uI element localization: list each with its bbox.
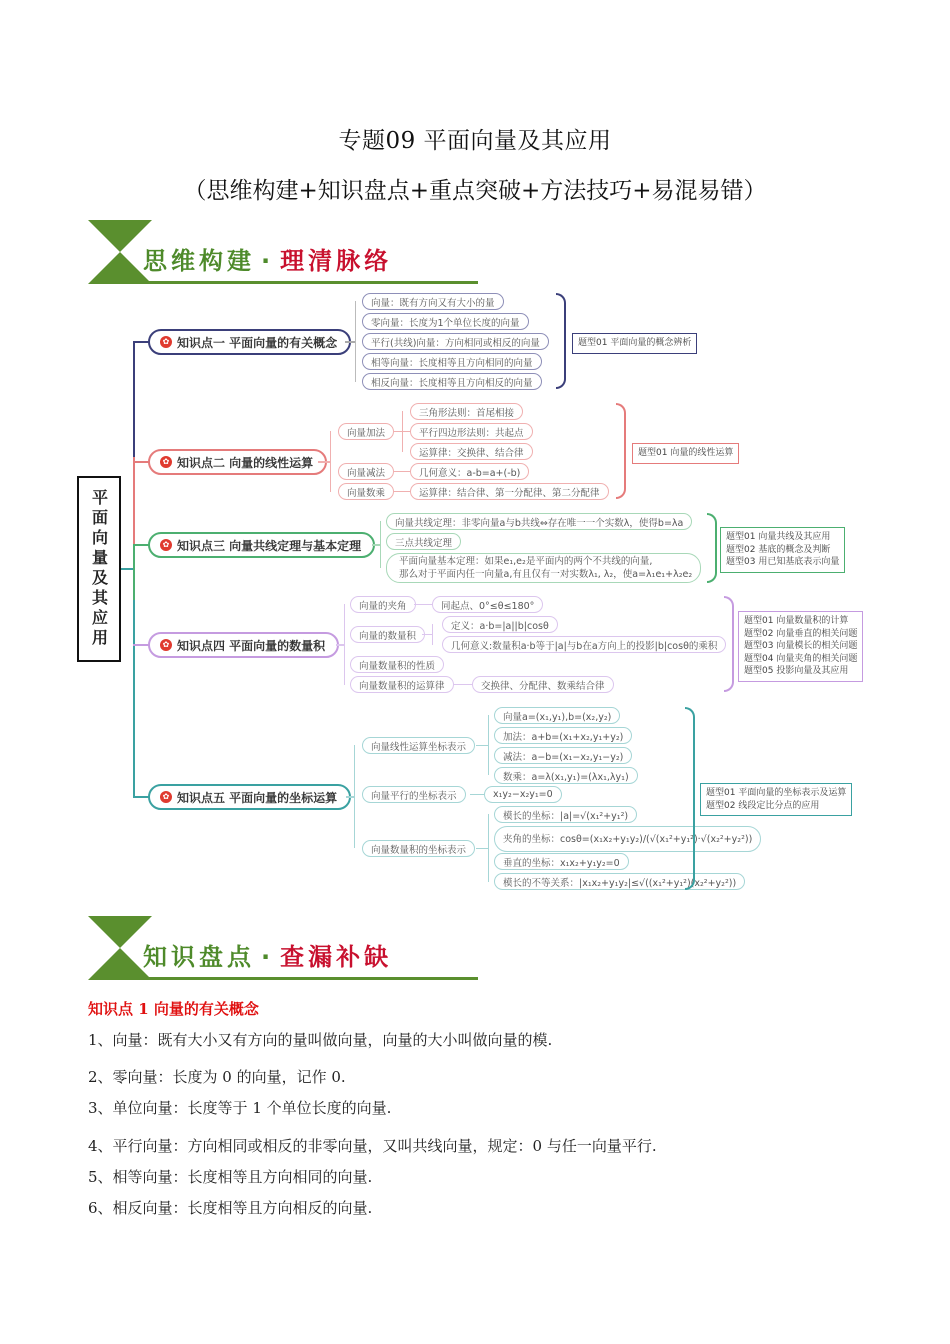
kp5-item[interactable]: 减法：a−b=(x₁−x₂,y₁−y₂) bbox=[494, 747, 632, 764]
connector bbox=[133, 341, 149, 343]
kp2-group[interactable]: 向量减法 bbox=[338, 463, 394, 480]
knowledge-point-2-node[interactable]: ✿ 知识点二 向量的线性运算 bbox=[148, 449, 327, 475]
kp5-item[interactable]: 模长的不等关系：|x₁x₂+y₁y₂|≤√((x₁²+y₁²)(x₂²+y₂²)) bbox=[494, 873, 745, 890]
connector bbox=[414, 604, 432, 605]
kp2-item[interactable]: 三角形法则：首尾相接 bbox=[410, 403, 523, 420]
knowledge-point-1-node[interactable]: ✿ 知识点一 平面向量的有关概念 bbox=[148, 329, 351, 355]
paragraph: 4、平行向量：方向相同或相反的非零向量，又叫共线向量，规定：0 与任一向量平行. bbox=[88, 1137, 657, 1155]
knowledge-point-heading: 知识点 1 向量的有关概念 bbox=[88, 1000, 259, 1018]
kp1-item[interactable]: 相等向量：长度相等且方向相同的向量 bbox=[362, 353, 542, 370]
kp5-group[interactable]: 向量线性运算坐标表示 bbox=[362, 737, 475, 754]
connector bbox=[394, 471, 410, 472]
connector bbox=[432, 624, 433, 645]
banner-underline bbox=[130, 977, 478, 980]
paragraph: 6、相反向量：长度相等且方向相反的向量. bbox=[88, 1199, 373, 1217]
connector bbox=[344, 604, 345, 685]
connector bbox=[355, 301, 356, 382]
paragraph: 3、单位向量：长度等于 1 个单位长度的向量. bbox=[88, 1099, 392, 1117]
banner-underline bbox=[130, 281, 478, 284]
kp4-item[interactable]: 同起点、0°≤θ≤180° bbox=[432, 596, 543, 613]
kp2-group[interactable]: 向量数乘 bbox=[338, 483, 394, 500]
kp5-item[interactable]: 数乘：a=λ(x₁,y₁)=(λx₁,λy₁) bbox=[494, 767, 638, 784]
star-icon: ✿ bbox=[160, 456, 172, 468]
brace bbox=[707, 513, 717, 583]
kp2-group[interactable]: 向量加法 bbox=[338, 423, 394, 440]
connector bbox=[454, 684, 472, 685]
kp1-item[interactable]: 向量：既有方向又有大小的量 bbox=[362, 293, 504, 310]
star-icon: ✿ bbox=[160, 639, 172, 651]
paragraph: 2、零向量：长度为 0 的向量，记作 0. bbox=[88, 1068, 346, 1086]
kp3-question-types: 题型01 向量共线及其应用 题型02 基底的概念及判断 题型03 用已知基底表示向量 bbox=[720, 527, 845, 573]
connector bbox=[345, 341, 355, 343]
kp3-item[interactable]: 向量共线定理：非零向量a与b共线⇔存在唯一一个实数λ，使得b=λa bbox=[386, 513, 692, 530]
kp1-item[interactable]: 零向量：长度为1个单位长度的向量 bbox=[362, 313, 529, 330]
brace bbox=[556, 293, 566, 389]
star-icon: ✿ bbox=[160, 336, 172, 348]
star-icon: ✿ bbox=[160, 791, 172, 803]
kp4-group[interactable]: 向量的数量积 bbox=[350, 626, 425, 643]
connector bbox=[133, 600, 135, 797]
kp5-item[interactable]: 垂直的坐标：x₁x₂+y₁y₂=0 bbox=[494, 853, 629, 870]
paragraph: 5、相等向量：长度相等且方向相同的向量. bbox=[88, 1168, 373, 1186]
connector bbox=[394, 491, 410, 492]
connector bbox=[330, 431, 331, 492]
kp2-item[interactable]: 运算律：结合律、第一分配律、第二分配律 bbox=[410, 483, 609, 500]
mindmap-section-banner bbox=[88, 220, 478, 284]
connector bbox=[488, 715, 489, 775]
kp4-item[interactable]: 定义：a·b=|a||b|cosθ bbox=[442, 616, 558, 633]
kp1-item[interactable]: 平行(共线)向量：方向相同或相反的向量 bbox=[362, 333, 549, 350]
connector bbox=[133, 644, 149, 646]
knowledge-point-3-node[interactable]: ✿ 知识点三 向量共线定理与基本定理 bbox=[148, 532, 375, 558]
banner-text: 思维构建 · 理清脉络 bbox=[143, 247, 393, 275]
connector bbox=[476, 848, 488, 849]
brace bbox=[685, 707, 695, 890]
kp5-group[interactable]: 向量数量积的坐标表示 bbox=[362, 840, 475, 857]
kp2-item[interactable]: 平行四边形法则：共起点 bbox=[410, 423, 533, 440]
connector bbox=[318, 461, 330, 463]
kp5-question-types: 题型01 平面向量的坐标表示及运算 题型02 线段定比分点的应用 bbox=[700, 783, 852, 816]
connector bbox=[133, 341, 135, 457]
kp4-item[interactable]: 几何意义:数量积a·b等于|a|与b在a方向上的投影|b|cosθ的乘积 bbox=[442, 636, 726, 653]
kp2-item[interactable]: 运算律：交换律、结合律 bbox=[410, 443, 533, 460]
connector bbox=[133, 544, 149, 546]
connector bbox=[422, 634, 432, 635]
connector bbox=[476, 745, 488, 746]
connector bbox=[346, 796, 354, 798]
brace bbox=[616, 403, 626, 499]
kp4-group[interactable]: 向量数量积的性质 bbox=[350, 656, 444, 673]
kp4-group[interactable]: 向量的夹角 bbox=[350, 596, 416, 613]
paragraph: 1、向量：既有大小又有方向的量叫做向量，向量的大小叫做向量的模. bbox=[88, 1031, 553, 1049]
brace bbox=[724, 596, 734, 692]
connector bbox=[380, 521, 381, 568]
connector bbox=[470, 794, 484, 795]
kp2-question-types: 题型01 向量的线性运算 bbox=[632, 443, 739, 464]
banner-text: 知识盘点 · 查漏补缺 bbox=[143, 943, 393, 971]
connector bbox=[372, 544, 380, 546]
connector bbox=[354, 745, 355, 848]
connector bbox=[488, 814, 489, 882]
kp1-item[interactable]: 相反向量：长度相等且方向相反的向量 bbox=[362, 373, 542, 390]
connector bbox=[394, 431, 410, 432]
document-subtitle: （思维构建+知识盘点+重点突破+方法技巧+易混易错） bbox=[183, 178, 767, 204]
kp4-question-types: 题型01 向量数量积的计算 题型02 向量垂直的相关问题 题型03 向量模长的相关问题 题型04 向量夹角的相关问题 题型05 投影向量及其应用 bbox=[738, 611, 863, 682]
kp2-item[interactable]: 几何意义：a-b=a+(-b) bbox=[410, 463, 529, 480]
kp3-item[interactable]: 平面向量基本定理：如果e₁,e₂是平面内的两个不共线的向量, 那么对于平面内任一向量a,有且仅有一对实数λ₁, λ₂，使a=λ₁e₁+λ₂e₂ bbox=[386, 553, 701, 583]
kp5-item[interactable]: 向量a=(x₁,y₁),b=(x₂,y₂) bbox=[494, 707, 620, 724]
connector bbox=[336, 644, 344, 646]
knowledge-point-4-node[interactable]: ✿ 知识点四 平面向量的数量积 bbox=[148, 632, 339, 658]
connector bbox=[133, 461, 149, 463]
knowledge-section-banner bbox=[88, 916, 478, 980]
kp5-item[interactable]: 加法：a+b=(x₁+x₂,y₁+y₂) bbox=[494, 727, 632, 744]
document-title: 专题09 平面向量及其应用 bbox=[338, 128, 612, 154]
kp3-item[interactable]: 三点共线定理 bbox=[386, 533, 461, 550]
mindmap-root-node: 平面向量及其应用 bbox=[77, 476, 121, 662]
connector bbox=[133, 796, 149, 798]
knowledge-point-5-node[interactable]: ✿ 知识点五 平面向量的坐标运算 bbox=[148, 784, 351, 810]
kp4-group[interactable]: 向量数量积的运算律 bbox=[350, 676, 454, 693]
star-icon: ✿ bbox=[160, 539, 172, 551]
kp5-group[interactable]: 向量平行的坐标表示 bbox=[362, 786, 466, 803]
kp5-item[interactable]: 模长的坐标：|a|=√(x₁²+y₁²) bbox=[494, 806, 637, 823]
connector bbox=[133, 457, 135, 545]
kp4-item[interactable]: 交换律、分配律、数乘结合律 bbox=[472, 676, 614, 693]
connector bbox=[121, 568, 133, 570]
kp5-item[interactable]: x₁y₂−x₂y₁=0 bbox=[484, 786, 562, 803]
kp5-item[interactable]: 夹角的坐标：cosθ=(x₁x₂+y₁y₂)/(√(x₁²+y₁²)·√(x₂²+y₂²)) bbox=[494, 826, 761, 852]
kp1-question-types: 题型01 平面向量的概念辨析 bbox=[572, 333, 697, 354]
